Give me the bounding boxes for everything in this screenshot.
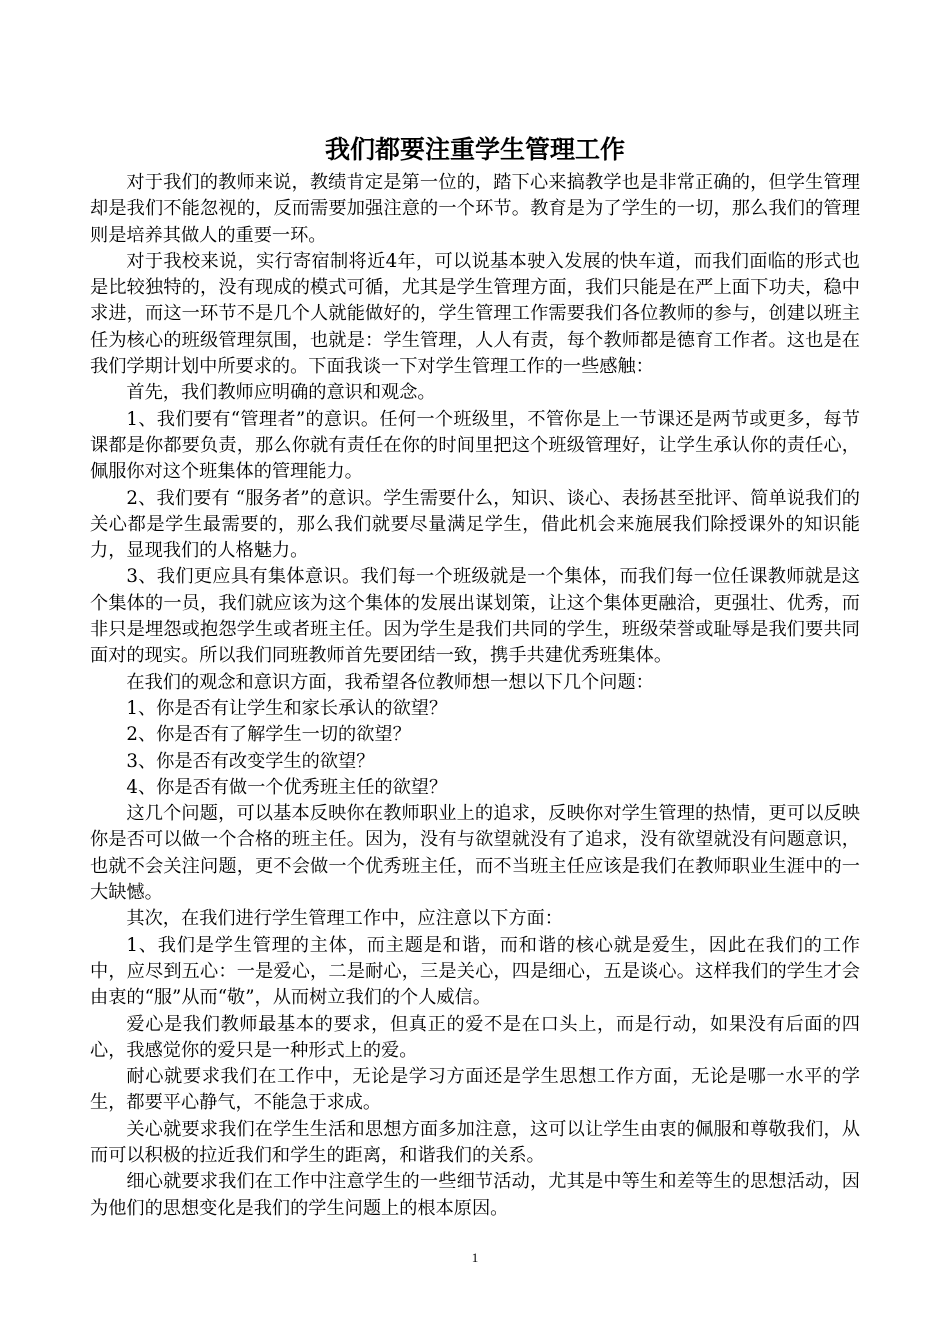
page-number: 1: [471, 1250, 479, 1265]
paragraph: 在我们的观念和意识方面，我希望各位教师想一想以下几个问题：: [126, 671, 654, 693]
document-body: [90, 170, 860, 1222]
paragraph: 其次，在我们进行学生管理工作中，应注意以下方面：: [126, 908, 563, 930]
paragraph: 首先，我们教师应明确的意识和观念。: [126, 382, 436, 404]
paragraph: 对于我们的教师来说，教绩肯定是第一位的，踏下心来搞教学也是非常正确的，但学生管理却是我们不能忽视的，反而需要加强注意的一个环节。教育是为了学生的一切，那么我们的管理则是培养其做人的重要一环。: [90, 172, 860, 246]
document-title: 我们都要注重学生管理工作: [324, 135, 625, 164]
paragraph: 这几个问题，可以基本反映你在教师职业上的追求，反映你对学生管理的热情，更可以反映你是否可以做一个合格的班主任。因为，没有与欲望就没有了追求，没有欲望就没有问题意识，也就不会关注问题，更不会做一个优秀班主任，而不当班主任应该是我们在教师职业生涯中的一大缺憾。: [90, 803, 860, 904]
question-item: 1、你是否有让学生和家长承认的欲望？: [126, 697, 448, 719]
question-item: 4、你是否有做一个优秀班主任的欲望？: [126, 776, 448, 798]
paragraph: 爱心是我们教师最基本的要求，但真正的爱不是在口头上，而是行动，如果没有后面的四心，我感觉你的爱只是一种形式上的爱。: [90, 1013, 860, 1061]
paragraph: 1、我们是学生管理的主体，而主题是和谐，而和谐的核心就是爱生，因此在我们的工作中，应尽到五心：一是爱心，二是耐心，三是关心，四是细心，五是谈心。这样我们的学生才会由衷的“服”从而“敬”，从而树立我们的个人威信。: [90, 934, 860, 1009]
paragraph: 对于我校来说，实行寄宿制将近4年，可以说基本驶入发展的快车道，而我们面临的形式也是比较独特的，没有现成的模式可循，尤其是学生管理方面，我们只能是在严上面下功夫，稳中求进，而这一环节不是几个人就能做好的，学生管理工作需要我们各位教师的参与，创建以班主任为核心的班级管理氛围，也就是：学生管理，人人有责，每个教师都是德育工作者。这也是在我们学期计划中所要求的。下面我谈一下对学生管理工作的一些感触：: [90, 250, 860, 378]
paragraph: 3、我们更应具有集体意识。我们每一个班级就是一个集体，而我们每一位任课教师就是这个集体的一员，我们就应该为这个集体的发展出谋划策，让这个集体更融洽，更强壮、优秀，而非只是埋怨或抱怨学生或者班主任。因为学生是我们共同的学生，班级荣誉或耻辱是我们要共同面对的现实。所以我们同班教师首先要团结一致，携手共建优秀班集体。: [90, 566, 860, 667]
question-item: 3、你是否有改变学生的欲望？: [126, 750, 375, 772]
paragraph: 耐心就要求我们在工作中，无论是学习方面还是学生思想工作方面，无论是哪一水平的学生，都要平心静气，不能急于求成。: [90, 1066, 860, 1114]
paragraph: 2、我们要有 “服务者”的意识。学生需要什么，知识、谈心、表扬甚至批评、简单说我们的关心都是学生最需要的，那么我们就要尽量满足学生，借此机会来施展我们除授课外的知识能力，显现我们的人格魅力。: [90, 487, 860, 562]
paragraph: 细心就要求我们在工作中注意学生的一些细节活动，尤其是中等生和差等生的思想活动，因为他们的思想变化是我们的学生问题上的根本原因。: [90, 1171, 860, 1219]
question-item: 2、你是否有了解学生一切的欲望？: [126, 724, 411, 746]
paragraph: 1、我们要有“管理者”的意识。任何一个班级里，不管你是上一节课还是两节或更多，每节课都是你都要负责，那么你就有责任在你的时间里把这个班级管理好，让学生承认你的责任心，佩服你对这个班集体的管理能力。: [90, 408, 860, 483]
paragraph: 关心就要求我们在学生生活和思想方面多加注意，这可以让学生由衷的佩服和尊敬我们，从而可以积极的拉近我们和学生的距离，和谐我们的关系。: [90, 1118, 860, 1166]
